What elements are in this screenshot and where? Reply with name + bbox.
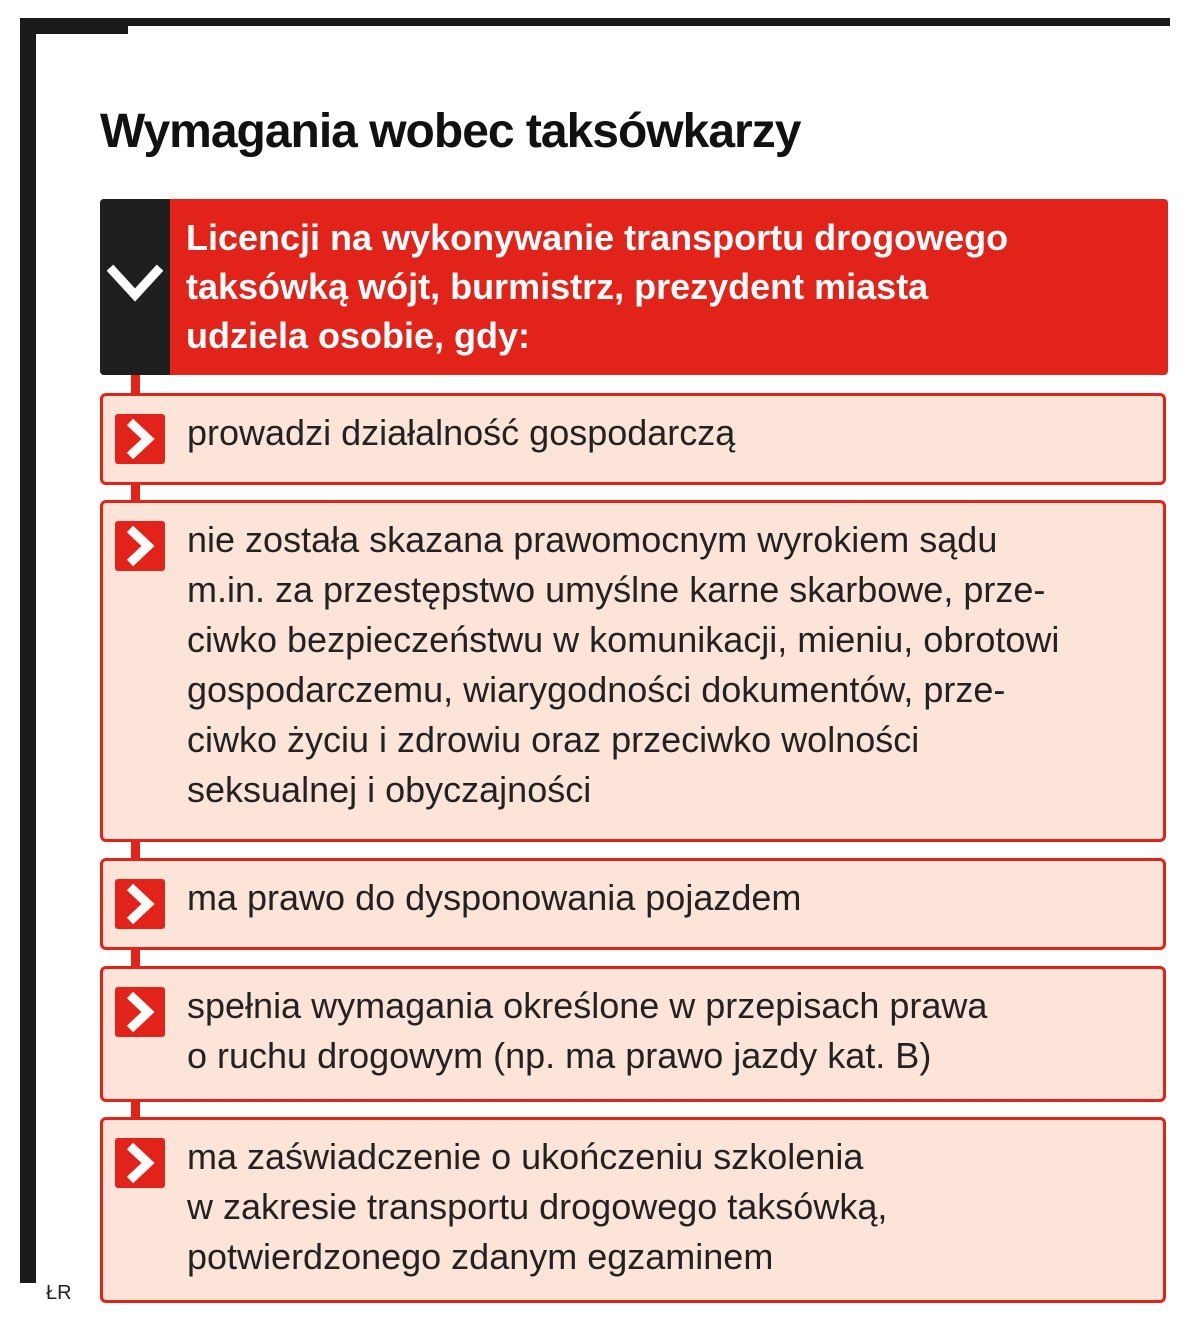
marker <box>115 1138 165 1188</box>
frame-top-rule <box>20 18 1170 26</box>
item-text: nie została skazana prawomocnym wyrokiem sądu m.in. za przestępstwo umyślne karne skarbowe, prze- ciwko bezpieczeństwu w komunikacji, mieniu, obrotowi gospodarczemu, wiarygodności dokumentów, prze- ciwko życiu i zdrowiu oraz przeciwko wolności seksualnej i obyczajności <box>187 519 1060 810</box>
header-text: Licencji na wykonywanie transportu drogowego taksówką wójt, burmistrz, prezydent miasta udziela osobie, gdy: <box>186 217 1009 356</box>
header-box <box>100 199 1168 375</box>
list-item <box>100 393 1166 485</box>
marker <box>115 414 165 464</box>
list-item <box>100 1117 1166 1303</box>
list-item <box>100 500 1166 842</box>
frame-corner-top <box>20 18 128 34</box>
list-item <box>100 966 1166 1102</box>
chevron-right-icon <box>115 879 165 929</box>
chevron-right-icon <box>115 414 165 464</box>
marker <box>115 521 165 571</box>
list-item <box>100 858 1166 950</box>
item-text: spełnia wymagania określone w przepisach prawa o ruchu drogowym (np. ma prawo jazdy kat. B) <box>187 985 988 1076</box>
frame-vertical-bar <box>20 18 36 1283</box>
item-text: ma prawo do dysponowania pojazdem <box>187 877 802 918</box>
page-title: Wymagania wobec taksówkarzy <box>100 105 801 158</box>
item-text: prowadzi działalność gospodarczą <box>187 412 736 453</box>
marker <box>115 879 165 929</box>
item-text: ma zaświadczenie o ukończeniu szkolenia w zakresie transportu drogowego taksówką, potwierdzonego zdanym egzaminem <box>187 1136 888 1277</box>
chevron-down-icon <box>107 261 163 309</box>
author-credit: ŁR <box>46 1282 72 1304</box>
chevron-right-icon <box>115 521 165 571</box>
chevron-right-icon <box>115 1138 165 1188</box>
marker <box>115 987 165 1037</box>
header-tab <box>100 199 170 375</box>
chevron-right-icon <box>115 987 165 1037</box>
